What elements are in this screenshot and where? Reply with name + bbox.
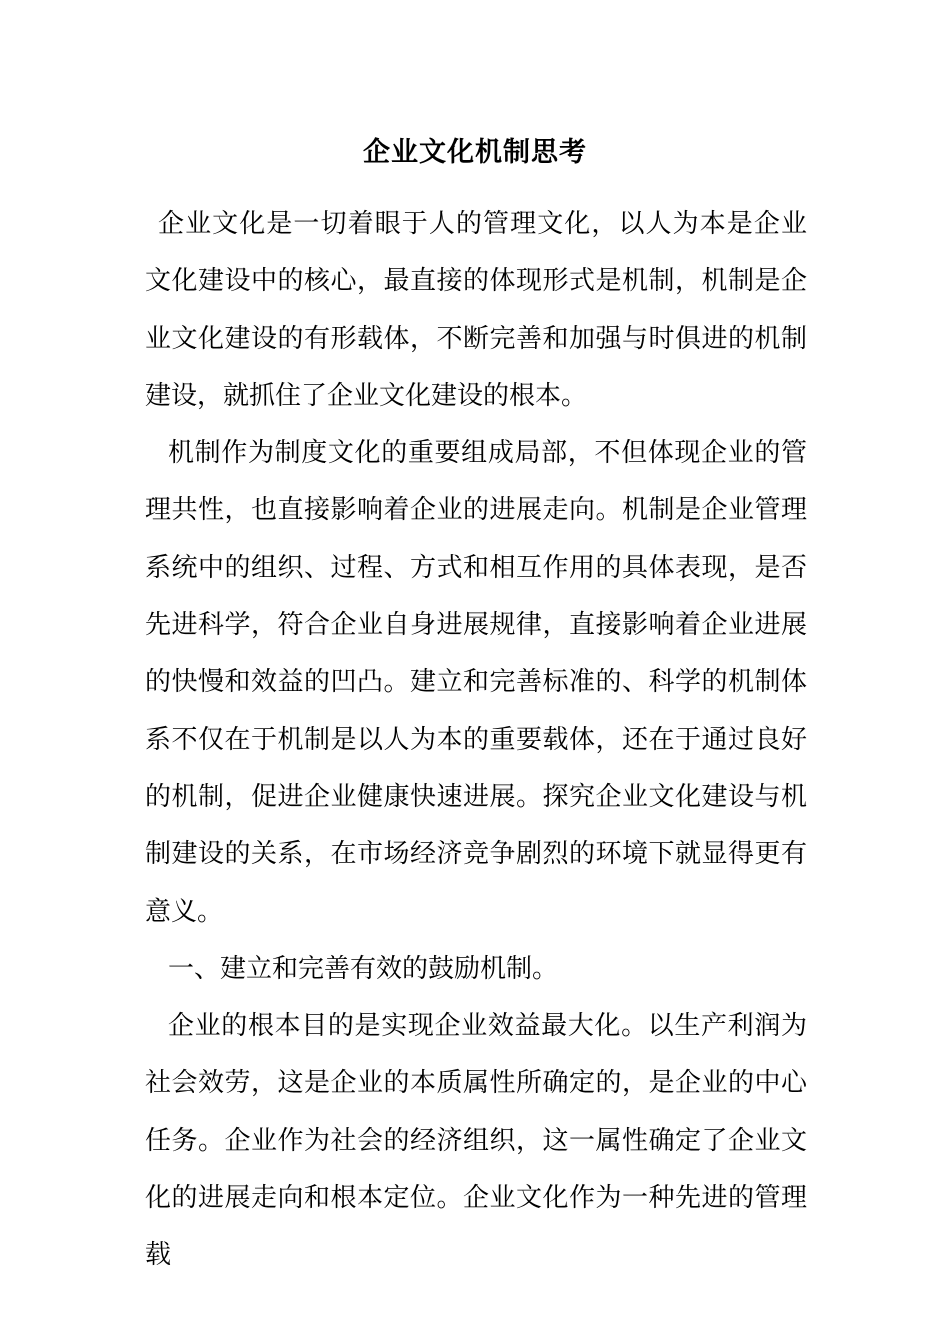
section-heading: 一、建立和完善有效的鼓励机制。 xyxy=(168,953,559,984)
document-title: 企业文化机制思考 xyxy=(363,137,587,168)
paragraph: 企业文化是一切着眼于人的管理文化，以人为本是企业文化建设中的核心，最直接的体现形式是机制，机制是企业文化建设的有形载体，不断完善和加强与时俱进的机制建设，就抓住了企业文化建设的根本。 xyxy=(145,209,807,411)
document-body xyxy=(145,196,807,1285)
paragraph: 企业的根本目的是实现企业效益最大化。以生产利润为社会效劳，这是企业的本质属性所确定的，是企业的中心任务。企业作为社会的经济组织，这一属性确定了企业文化的进展走向和根本定位。企业文化作为一种先进的管理载 xyxy=(145,1011,807,1271)
paragraph: 机制作为制度文化的重要组成局部，不但体现企业的管理共性，也直接影响着企业的进展走向。机制是企业管理系统中的组织、过程、方式和相互作用的具体表现，是否先进科学，符合企业自身进展规律，直接影响着企业进展的快慢和效益的凹凸。建立和完善标准的、科学的机制体系不仅在于机制是以人为本的重要载体，还在于通过良好的机制，促进企业健康快速进展。探究企业文化建设与机制建设的关系，在市场经济竞争剧烈的环境下就显得更有意义。 xyxy=(145,438,807,927)
